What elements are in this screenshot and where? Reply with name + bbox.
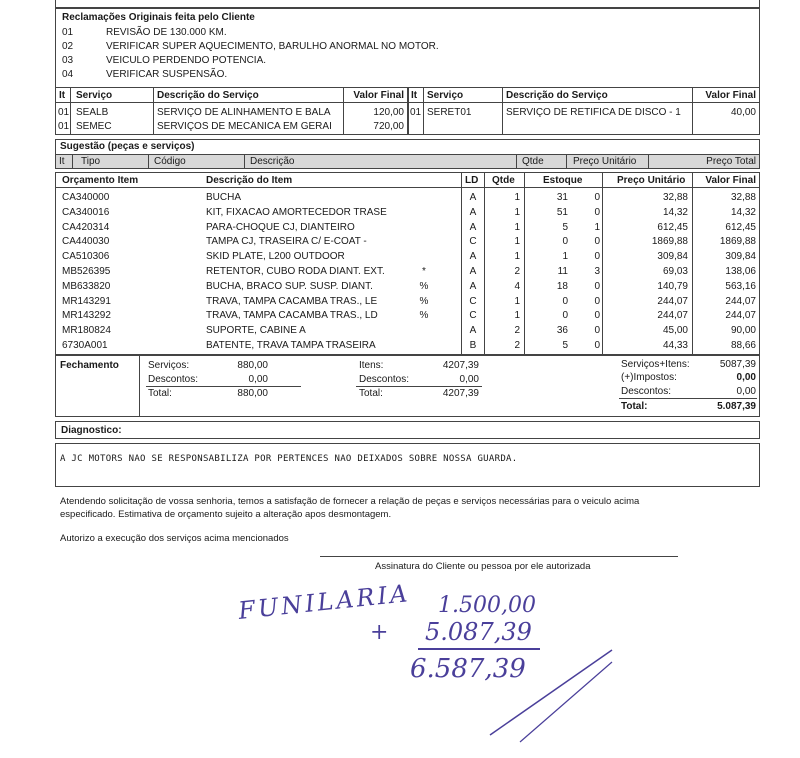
service-desc: SERVIÇOS DE MECÂNICA EM GERAI — [157, 121, 332, 132]
budget-cell-desc: RETENTOR, CUBO RODA DIANT. EXT. — [206, 266, 385, 277]
suggestion-header-preco-unit: Preço Unitário — [573, 156, 637, 167]
handwritten-plus: + — [370, 620, 389, 645]
budget-cell-ld: B — [469, 340, 477, 351]
taxes-value: 0,00 — [736, 372, 756, 383]
budget-table — [55, 172, 760, 355]
suggestion-header-qtde: Qtde — [522, 156, 544, 167]
service-value: 120,00 — [373, 107, 404, 118]
budget-cell-stock: 0 — [562, 310, 568, 322]
diagnostic-notes — [55, 443, 760, 487]
closing-box — [55, 355, 760, 417]
budget-cell-unit-price: 14,32 — [662, 206, 688, 218]
budget-cell-stock: 0 — [562, 236, 568, 248]
table-row — [56, 250, 759, 264]
budget-cell-unit-price: 244,07 — [657, 295, 688, 307]
service-value: 720,00 — [373, 121, 404, 132]
budget-cell-mark: % — [419, 280, 429, 292]
budget-cell-qtde: 1 — [514, 251, 520, 263]
handwritten-word: FUNILARIA — [237, 579, 412, 625]
budget-header-ld: LD — [465, 175, 479, 186]
budget-cell-qtde: 1 — [514, 236, 520, 248]
budget-cell-stock: 5 — [562, 340, 568, 351]
items-discounts-label: Descontos: — [359, 374, 410, 385]
grand-total-value: 5.087,39 — [717, 401, 756, 412]
budget-cell-total: 138,06 — [725, 266, 756, 277]
footer-paragraph-line2: especificado. Estimativa de orçamento sujeito a alteração apos desmontagem. — [60, 509, 392, 520]
table-row — [56, 191, 759, 205]
diagnostic-box — [55, 421, 760, 439]
budget-cell-unit-price: 44,33 — [662, 340, 688, 351]
complaint-text: VERIFICAR SUSPENSÃO. — [106, 69, 228, 80]
budget-cell-stock-reserved: 0 — [594, 236, 600, 248]
suggestion-header-codigo: Código — [154, 156, 186, 167]
budget-cell-desc: BATENTE, TRAVA TAMPA TRASEIRA — [206, 340, 376, 351]
complaint-text: REVISÃO DE 130.000 KM. — [106, 27, 227, 38]
budget-cell-item: MB526395 — [62, 266, 111, 277]
budget-cell-total: 14,32 — [730, 206, 756, 218]
complaint-num: 03 — [62, 55, 74, 66]
budget-cell-item: CA510306 — [62, 251, 110, 263]
budget-cell-total: 309,84 — [725, 251, 756, 263]
closing-title: Fechamento — [60, 360, 119, 371]
budget-cell-desc: SUPORTE, CABINE A — [206, 325, 306, 337]
services-total-label: Total: — [148, 388, 172, 399]
items-discounts-value: 0,00 — [459, 374, 479, 385]
signature-label: Assinatura do Cliente ou pessoa por ele autorizada — [375, 561, 591, 572]
budget-cell-mark: * — [422, 266, 426, 277]
diagnostic-title: Diagnostico: — [61, 425, 122, 436]
budget-header-preco-unit: Preço Unitário — [617, 175, 686, 186]
table-row — [56, 339, 759, 353]
handwritten-slash — [520, 662, 612, 742]
complaint-text: VERIFICAR SUPER AQUECIMENTO, BARULHO ANORMAL NO MOTOR. — [106, 41, 439, 52]
sum-label: Serviços+Itens: — [621, 359, 690, 370]
budget-cell-stock: 31 — [556, 192, 568, 203]
complaint-num: 04 — [62, 69, 74, 80]
table-row — [56, 280, 759, 294]
suggestion-title: Sugestão (peças e serviços) — [60, 141, 195, 152]
budget-cell-item: 6730A001 — [62, 340, 108, 351]
footer-paragraph-line1: Atendendo solicitação de vossa senhoria, temos a satisfação de fornecer a relação de peças e serviços necessárias para o veiculo acima — [60, 496, 640, 507]
budget-cell-desc: BUCHA, BRACO SUP. SUSP. DIANT. — [206, 280, 373, 292]
handwritten-amount2: 5.087,39 — [425, 618, 532, 646]
budget-cell-stock: 51 — [556, 206, 568, 218]
sum-value: 5087,39 — [719, 359, 756, 370]
budget-cell-ld: A — [469, 192, 477, 203]
budget-cell-stock: 11 — [557, 266, 568, 277]
services-header-desc: Descrição do Serviço — [157, 90, 259, 101]
discounts-label: Descontos: — [148, 374, 199, 385]
budget-cell-unit-price: 140,79 — [657, 280, 688, 292]
table-row — [56, 206, 759, 220]
suggestion-header-descricao: Descrição — [250, 156, 295, 167]
items-label: Itens: — [359, 360, 384, 371]
budget-cell-desc: BUCHA — [206, 192, 242, 203]
budget-cell-unit-price: 612,45 — [657, 221, 688, 233]
budget-cell-desc: PARA-CHOQUE CJ, DIANTEIRO — [206, 221, 355, 233]
budget-cell-qtde: 1 — [514, 192, 520, 203]
budget-cell-stock: 5 — [562, 221, 568, 233]
services-header-it: It — [59, 90, 66, 101]
budget-cell-stock-reserved: 0 — [594, 206, 600, 218]
budget-cell-qtde: 1 — [514, 295, 520, 307]
budget-cell-stock-reserved: 0 — [594, 192, 600, 203]
budget-cell-stock-reserved: 3 — [594, 266, 600, 277]
suggestion-header-tipo: Tipo — [81, 156, 101, 167]
final-discounts-label: Descontos: — [621, 386, 672, 397]
services-label: Serviços: — [148, 360, 190, 371]
budget-cell-ld: A — [469, 325, 477, 337]
budget-cell-unit-price: 32,88 — [662, 192, 688, 203]
budget-cell-total: 1869,88 — [719, 236, 756, 248]
budget-cell-mark: % — [419, 310, 429, 322]
budget-cell-item: MR180824 — [62, 325, 111, 337]
budget-cell-qtde: 2 — [514, 266, 520, 277]
budget-cell-total: 90,00 — [730, 325, 756, 337]
budget-cell-item: CA420314 — [62, 221, 110, 233]
budget-cell-ld: A — [469, 251, 477, 263]
service-desc: SERVIÇO DE RETIFICA DE DISCO - 1 — [506, 107, 681, 118]
services-header-value: Valor Final — [353, 90, 404, 101]
budget-cell-desc: SKID PLATE, L200 OUTDOOR — [206, 251, 345, 263]
top-frame — [55, 0, 760, 8]
budget-cell-stock-reserved: 0 — [594, 340, 600, 351]
service-it: 01 — [58, 121, 70, 132]
budget-cell-total: 88,66 — [730, 340, 756, 351]
budget-cell-qtde: 1 — [514, 206, 520, 218]
budget-cell-stock-reserved: 0 — [594, 310, 600, 322]
budget-cell-item: CA440030 — [62, 236, 110, 248]
services-header-it: It — [411, 90, 418, 101]
budget-cell-qtde: 1 — [514, 310, 520, 322]
budget-cell-unit-price: 244,07 — [657, 310, 688, 322]
services-header-code: Serviço — [427, 90, 464, 101]
budget-cell-desc: KIT, FIXACAO AMORTECEDOR TRASE — [206, 206, 387, 218]
budget-cell-stock: 18 — [556, 280, 568, 292]
services-total-value: 880,00 — [237, 388, 268, 399]
items-total-label: Total: — [359, 388, 383, 399]
budget-header-desc: Descrição do Item — [206, 175, 293, 186]
budget-cell-unit-price: 69,03 — [662, 266, 688, 277]
services-value: 880,00 — [237, 360, 268, 371]
service-code: SEALB — [76, 107, 109, 118]
budget-cell-total: 244,07 — [725, 310, 756, 322]
suggestion-table — [55, 139, 760, 169]
budget-cell-item: MB633820 — [62, 280, 111, 292]
service-it: 01 — [58, 107, 70, 118]
table-row — [56, 235, 759, 249]
budget-cell-item: CA340000 — [62, 192, 110, 203]
services-table — [55, 87, 760, 135]
service-desc: SERVIÇO DE ALINHAMENTO E BALA — [157, 107, 331, 118]
budget-cell-stock: 0 — [562, 295, 568, 307]
handwritten-result: 6.587,39 — [410, 654, 526, 684]
complaints-title: Reclamações Originais feita pelo Cliente — [62, 12, 255, 23]
suggestion-header-preco-total: Preço Total — [706, 156, 756, 167]
budget-cell-stock-reserved: 0 — [594, 295, 600, 307]
budget-cell-unit-price: 309,84 — [657, 251, 688, 263]
budget-cell-stock-reserved: 0 — [594, 280, 600, 292]
budget-cell-total: 244,07 — [725, 295, 756, 307]
budget-cell-desc: TAMPA CJ, TRASEIRA C/ E-COAT - — [206, 236, 367, 248]
complaint-num: 02 — [62, 41, 74, 52]
budget-header-estoque: Estoque — [543, 175, 583, 186]
budget-cell-stock-reserved: 0 — [594, 251, 600, 263]
budget-cell-unit-price: 45,00 — [662, 325, 688, 337]
budget-cell-desc: TRAVA, TAMPA CACAMBA TRAS., LD — [206, 310, 378, 322]
budget-cell-ld: A — [469, 221, 477, 233]
budget-cell-qtde: 2 — [514, 325, 520, 337]
service-code: SEMEC — [76, 121, 112, 132]
service-value: 40,00 — [730, 107, 756, 118]
budget-cell-qtde: 4 — [514, 280, 520, 292]
budget-cell-stock-reserved: 0 — [594, 325, 600, 337]
authorization-text: Autorizo a execução dos serviços acima mencionados — [60, 533, 289, 544]
diagnostic-note: A JC MOTORS NAO SE RESPONSABILIZA POR PERTENCES NAO DEIXADOS SOBRE NOSSA GUARDA. — [60, 454, 518, 464]
taxes-label: (+)Impostos: — [621, 372, 677, 383]
budget-cell-stock-reserved: 1 — [594, 221, 600, 233]
discounts-value: 0,00 — [248, 374, 268, 385]
budget-cell-item: CA340016 — [62, 206, 110, 218]
budget-cell-ld: C — [469, 295, 477, 307]
grand-total-label: Total: — [621, 401, 648, 412]
budget-cell-ld: A — [469, 266, 477, 277]
budget-cell-ld: C — [469, 310, 477, 322]
signature-line — [320, 556, 678, 557]
services-header-value: Valor Final — [705, 90, 756, 101]
budget-cell-qtde: 2 — [514, 340, 520, 351]
budget-cell-unit-price: 1869,88 — [651, 236, 688, 248]
budget-header-item: Orçamento Item — [62, 175, 139, 186]
budget-cell-item: MR143292 — [62, 310, 111, 322]
budget-cell-stock: 1 — [562, 251, 568, 263]
final-discounts-value: 0,00 — [736, 386, 756, 397]
handwritten-sum-line — [418, 648, 540, 650]
table-row — [56, 265, 759, 279]
budget-cell-total: 563,16 — [725, 280, 756, 292]
service-it: 01 — [410, 107, 422, 118]
items-value: 4207,39 — [442, 360, 479, 371]
table-row — [56, 324, 759, 338]
items-total-value: 4207,39 — [442, 388, 479, 399]
suggestion-header-it: It — [59, 156, 65, 167]
budget-cell-stock: 36 — [556, 325, 568, 337]
complaints-box — [55, 8, 760, 88]
budget-cell-ld: C — [469, 236, 477, 248]
budget-cell-mark: % — [419, 295, 429, 307]
budget-cell-ld: A — [469, 206, 477, 218]
budget-cell-total: 32,88 — [730, 192, 756, 203]
service-code: SERET01 — [427, 107, 472, 118]
table-row — [56, 309, 759, 323]
services-header-code: Serviço — [76, 90, 113, 101]
budget-cell-qtde: 1 — [514, 221, 520, 233]
budget-header-qtde: Qtde — [492, 175, 515, 186]
complaint-text: VEICULO PERDENDO POTENCIA. — [106, 55, 267, 66]
handwritten-amount1: 1.500,00 — [438, 593, 536, 618]
table-row — [56, 221, 759, 235]
complaint-num: 01 — [62, 27, 74, 38]
budget-cell-desc: TRAVA, TAMPA CACAMBA TRAS., LE — [206, 295, 378, 307]
table-row — [56, 295, 759, 309]
services-header-desc: Descrição do Serviço — [506, 90, 608, 101]
budget-cell-ld: A — [469, 280, 477, 292]
budget-cell-item: MR143291 — [62, 295, 111, 307]
budget-header-valor: Valor Final — [705, 175, 756, 186]
budget-cell-total: 612,45 — [725, 221, 756, 233]
